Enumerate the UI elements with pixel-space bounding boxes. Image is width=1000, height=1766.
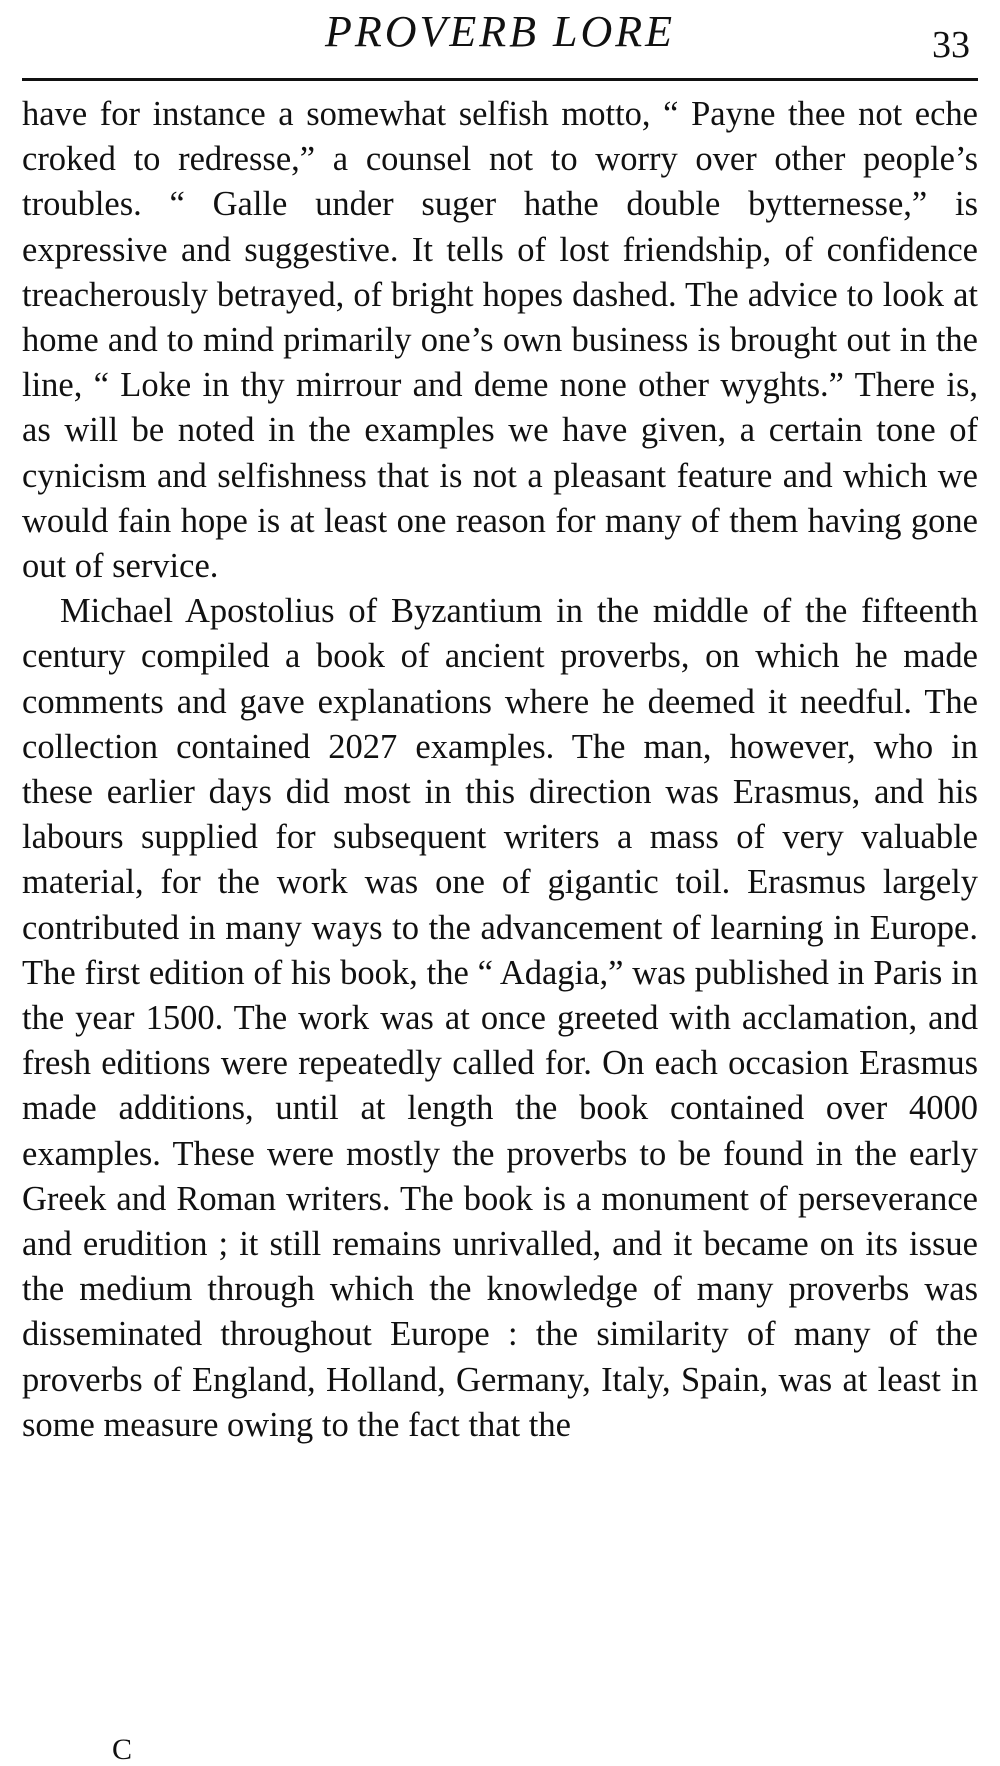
page-number: 33 — [932, 24, 970, 66]
body-text — [22, 92, 978, 1448]
paragraph-1: have for instance a somewhat selfish motto, “ Payne thee not eche croked to redresse,” a counsel not to worry over other people’s troubles. “ Galle under suger hathe double bytternesse,” is expressive and suggestive. It tells of lost friendship, of confidence treacherously betrayed, of bright hopes dashed. The advice to look at home and to mind primarily one’s own business is brought out in the line, “ Loke in thy mirrour and deme none other wyghts.” There is, as will be noted in the examples we have given, a certain tone of cynicism and selfishness that is not a pleasant feature and which we would fain hope is at least one reason for many of them having gone out of service. — [22, 95, 978, 586]
paragraph-2: Michael Apostolius of Byzantium in the middle of the fifteenth century compiled a book of ancient proverbs, on which he made comments and gave explanations where he deemed it needful. The collection contained 2027 examples. The man, however, who in these earlier days did most in this direction was Erasmus, and his labours supplied for subsequent writers a mass of very valuable material, for the work was one of gigantic toil. Erasmus largely contributed in many ways to the advancement of learning in Europe. The first edition of his book, the “ Adagia,” was published in Paris in the year 1500. The work was at once greeted with acclamation, and fresh editions were repeatedly called for. On each occasion Erasmus made additions, until at length the book contained over 4000 examples. These were mostly the proverbs to be found in the early Greek and Roman writers. The book is a monument of perseverance and erudition ; it still remains unrivalled, and it became on its issue the medium through which the knowledge of many proverbs was disseminated throughout Europe : the similarity of many of the proverbs of England, Holland, Germany, Italy, Spain, was at least in some measure owing to the fact that the — [22, 592, 978, 1444]
header-rule — [22, 78, 978, 81]
book-page — [22, 0, 978, 1765]
signature-mark: C — [112, 1733, 133, 1766]
page-header — [22, 0, 978, 82]
running-title: PROVERB LORE — [324, 7, 676, 56]
